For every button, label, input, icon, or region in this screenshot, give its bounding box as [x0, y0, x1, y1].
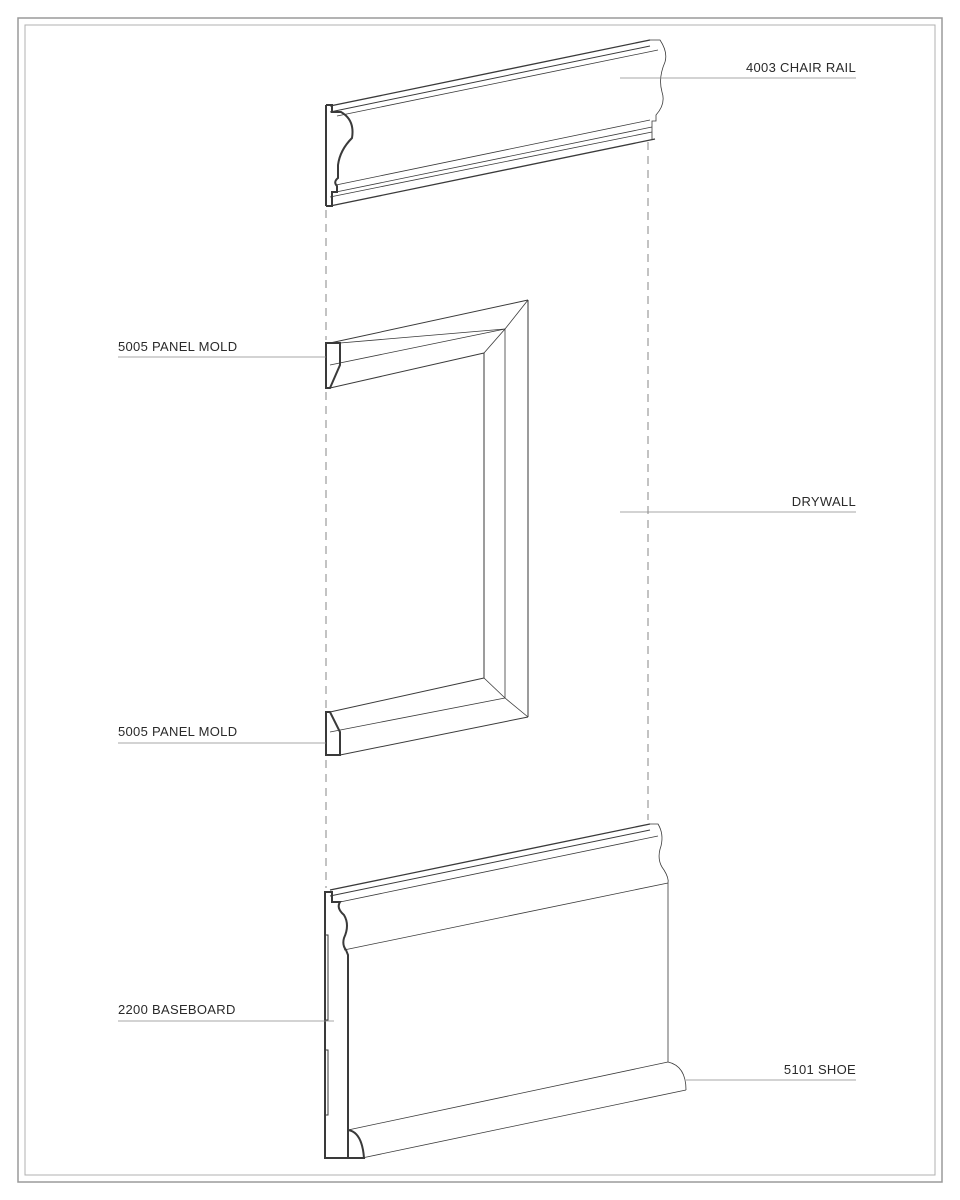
- leader-lines: [118, 78, 856, 1080]
- drywall-label: DRYWALL: [791, 494, 856, 509]
- panel-mold-top-label: 5005 PANEL MOLD: [118, 339, 238, 354]
- panel-mold-frame: [326, 300, 528, 755]
- chair-rail-label: 4003 CHAIR RAIL: [746, 60, 856, 75]
- baseboard: [325, 824, 686, 1158]
- chair-rail: [326, 40, 666, 206]
- baseboard-label: 2200 BASEBOARD: [118, 1002, 236, 1017]
- shoe-label: 5101 SHOE: [783, 1062, 856, 1077]
- alignment-lines: [326, 142, 648, 888]
- panel-mold-bottom-label: 5005 PANEL MOLD: [118, 724, 238, 739]
